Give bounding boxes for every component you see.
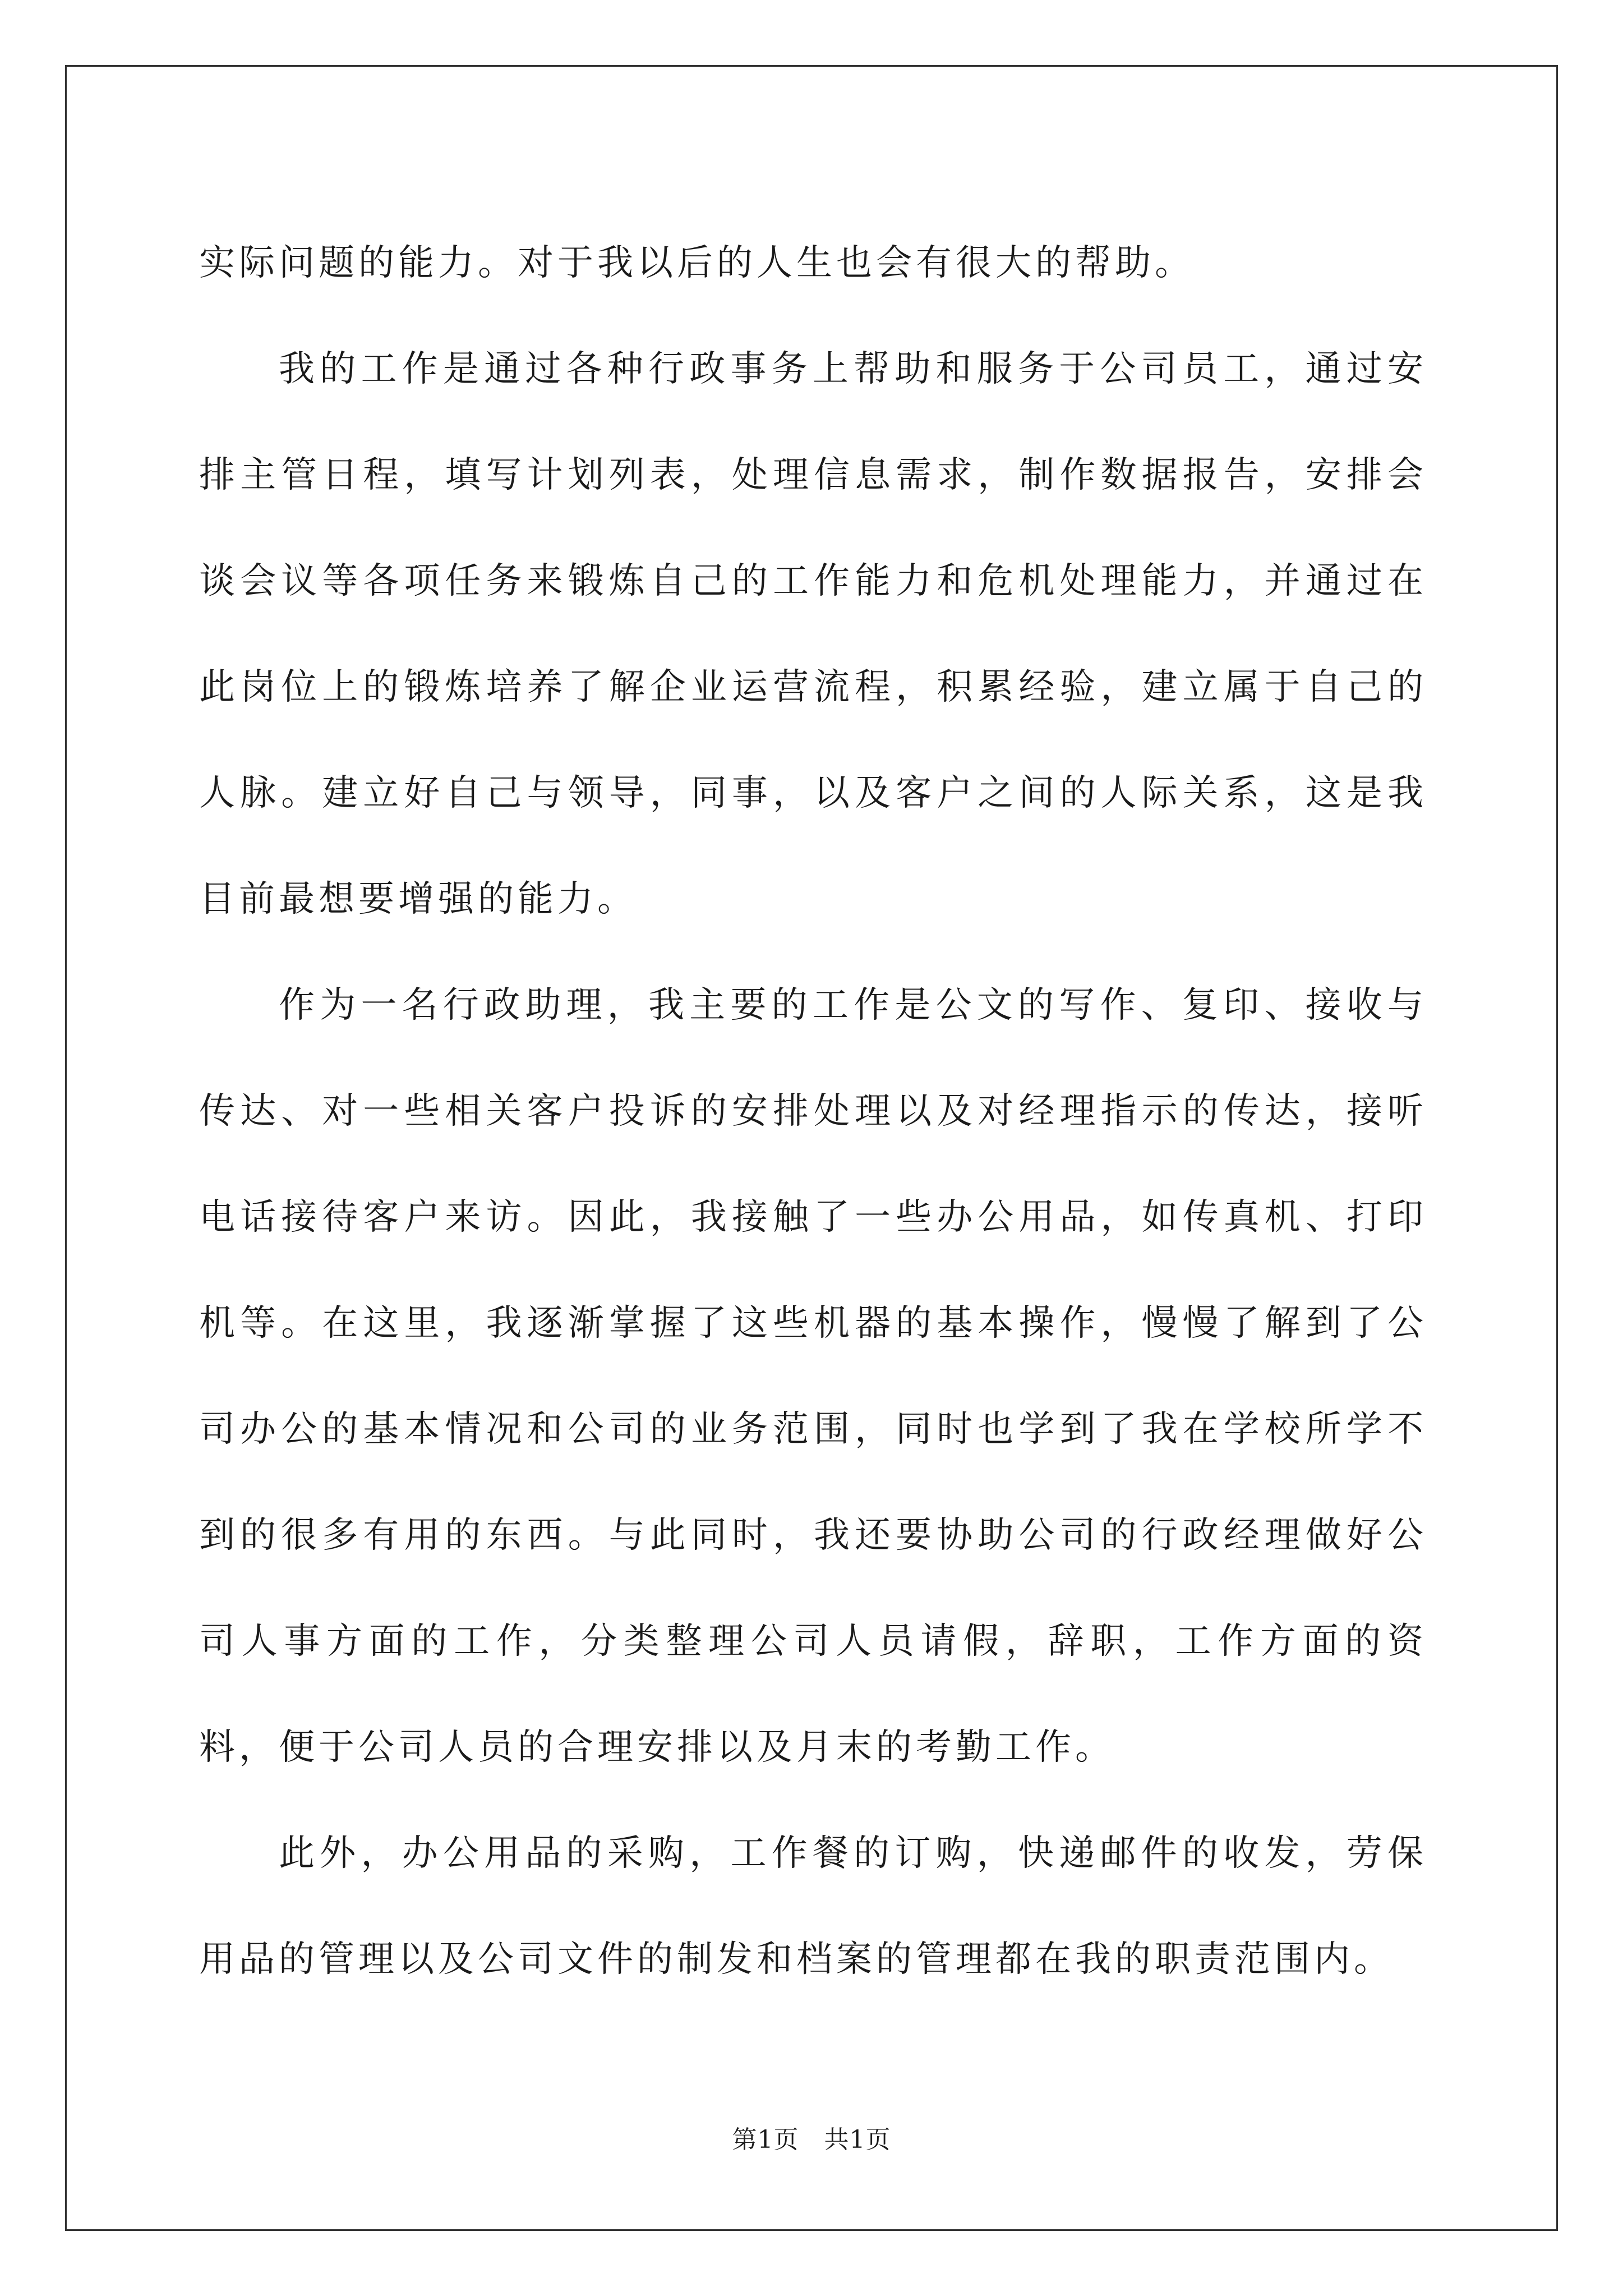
page-number-footer: 第1页 共1页 bbox=[732, 2125, 891, 2154]
document-body bbox=[199, 210, 1427, 2013]
paragraph-4: 此外，办公用品的采购，工作餐的订购，快递邮件的收发，劳保用品的管理以及公司文件的制发和档案的管理都在我的职责范围内。 bbox=[199, 1833, 1427, 1980]
paragraph-2: 我的工作是通过各种行政事务上帮助和服务于公司员工，通过安排主管日程，填写计划列表，处理信息需求，制作数据报告，安排会谈会议等各项任务来锻炼自己的工作能力和危机处理能力，并通过在此岗位上的锻炼培养了解企业运营流程，积累经验，建立属于自己的人脉。建立好自己与领导，同事，以及客户之间的人际关系，这是我目前最想要增强的能力。 bbox=[199, 348, 1427, 920]
paragraph-1: 实际问题的能力。对于我以后的人生也会有很大的帮助。 bbox=[199, 242, 1195, 284]
paragraph-3: 作为一名行政助理，我主要的工作是公文的写作、复印、接收与传达、对一些相关客户投诉的安排处理以及对经理指示的传达，接听电话接待客户来访。因此，我接触了一些办公用品，如传真机、打印机等。在这里，我逐渐掌握了这些机器的基本操作，慢慢了解到了公司办公的基本情况和公司的业务范围，同时也学到了我在学校所学不到的很多有用的东西。与此同时，我还要协助公司的行政经理做好公司人事方面的工作，分类整理公司人员请假，辞职，工作方面的资料，便于公司人员的合理安排以及月末的考勤工作。 bbox=[199, 984, 1427, 1768]
